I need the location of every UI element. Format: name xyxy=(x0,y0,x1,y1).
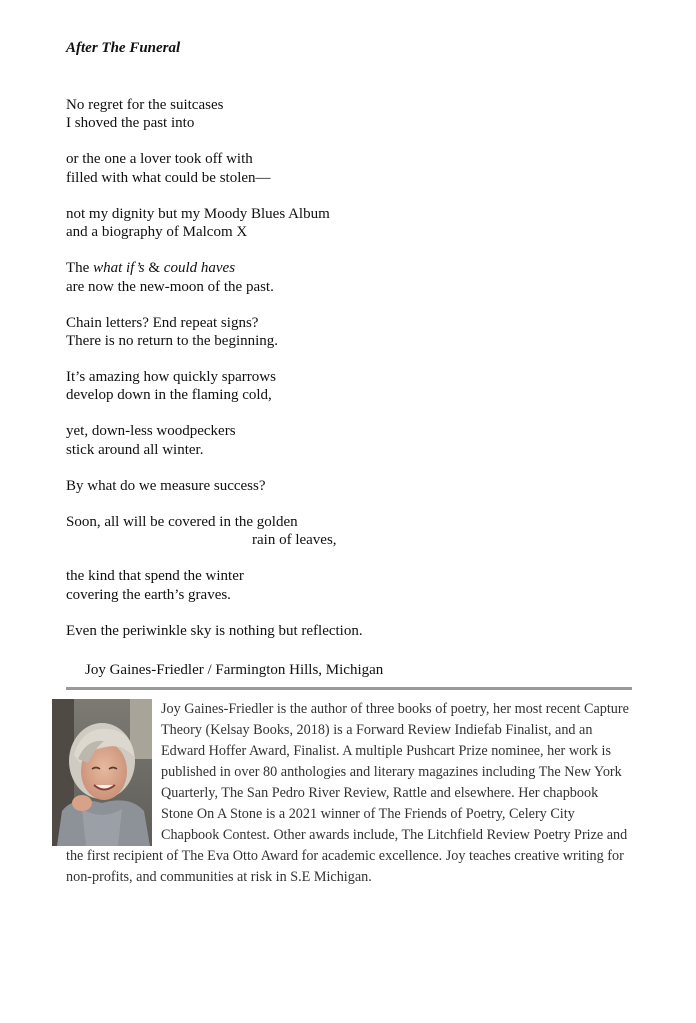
stanza xyxy=(66,477,646,495)
stanza xyxy=(66,422,646,459)
poem-line: the kind that spend the winter xyxy=(66,568,244,585)
poem-line: By what do we measure success? xyxy=(66,477,266,494)
poem-line: covering the earth’s graves. xyxy=(66,586,231,603)
stanza xyxy=(66,150,646,187)
poem-line: stick around all winter. xyxy=(66,441,204,458)
stanza xyxy=(66,96,646,133)
author-byline: Joy Gaines-Friedler / Farmington Hills, Michigan xyxy=(85,662,384,678)
poem-line: and a biography of Malcom X xyxy=(66,224,248,241)
stanza xyxy=(66,205,646,242)
poem-line: or the one a lover took off with xyxy=(66,151,253,168)
bio-text: Joy Gaines-Friedler is the author of three books of poetry, her most recent Capture Theory (Kelsay Books, 2018) is a Forward Review Indiefab Finalist, and an Edward Hoffer Award, Finalist. A multiple Pushcart Prize nominee, her work is published in over 80 anthologies and literary magazines including The New York Quarterly, The San Pedro River Review, Rattle and elsewhere. Her chapbook Stone On A Stone is a 2021 winner of The Friends of Poetry, Celery City Chapbook Contest. Other awards include, The Litchfield Review Poetry Prize and the first recipient of The Eva Otto Award for academic excellence. Joy teaches creative writing for non-profits, and communities at risk in S.E Michigan. xyxy=(66,701,629,885)
author-bio xyxy=(66,699,634,888)
poem-line: yet, down-less woodpeckers xyxy=(66,423,236,440)
poem-line: I shoved the past into xyxy=(66,115,195,132)
author-portrait-image xyxy=(52,699,152,846)
poem-text: & xyxy=(144,260,164,277)
poem-text: The xyxy=(66,260,94,277)
poem-line xyxy=(66,259,646,277)
poem-italic-text: what if’s xyxy=(93,260,145,277)
stanza xyxy=(66,513,646,550)
stanza xyxy=(66,314,646,351)
poem-line: not my dignity but my Moody Blues Album xyxy=(66,205,330,222)
stanza xyxy=(66,259,646,296)
divider xyxy=(66,687,632,690)
stanza xyxy=(66,622,646,640)
poem-line: are now the new-moon of the past. xyxy=(66,278,274,295)
poem-line-indented: rain of leaves, xyxy=(252,532,337,549)
poem-line: No regret for the suitcases xyxy=(66,97,224,113)
poem-title: After The Funeral xyxy=(66,40,181,56)
poem-body xyxy=(66,96,646,658)
poem-line: It’s amazing how quickly sparrows xyxy=(66,369,276,386)
poem-line: develop down in the flaming cold, xyxy=(66,387,272,404)
stanza xyxy=(66,567,646,604)
poem-line: Chain letters? End repeat signs? xyxy=(66,314,259,331)
poem-line: Even the periwinkle sky is nothing but reflection. xyxy=(66,622,363,639)
poem-line: There is no return to the beginning. xyxy=(66,333,279,350)
poem-italic-text: could haves xyxy=(163,260,236,277)
author-photo xyxy=(52,699,152,846)
stanza xyxy=(66,368,646,405)
poem-line: Soon, all will be covered in the golden xyxy=(66,513,298,530)
poem-line: filled with what could be stolen— xyxy=(66,169,271,186)
